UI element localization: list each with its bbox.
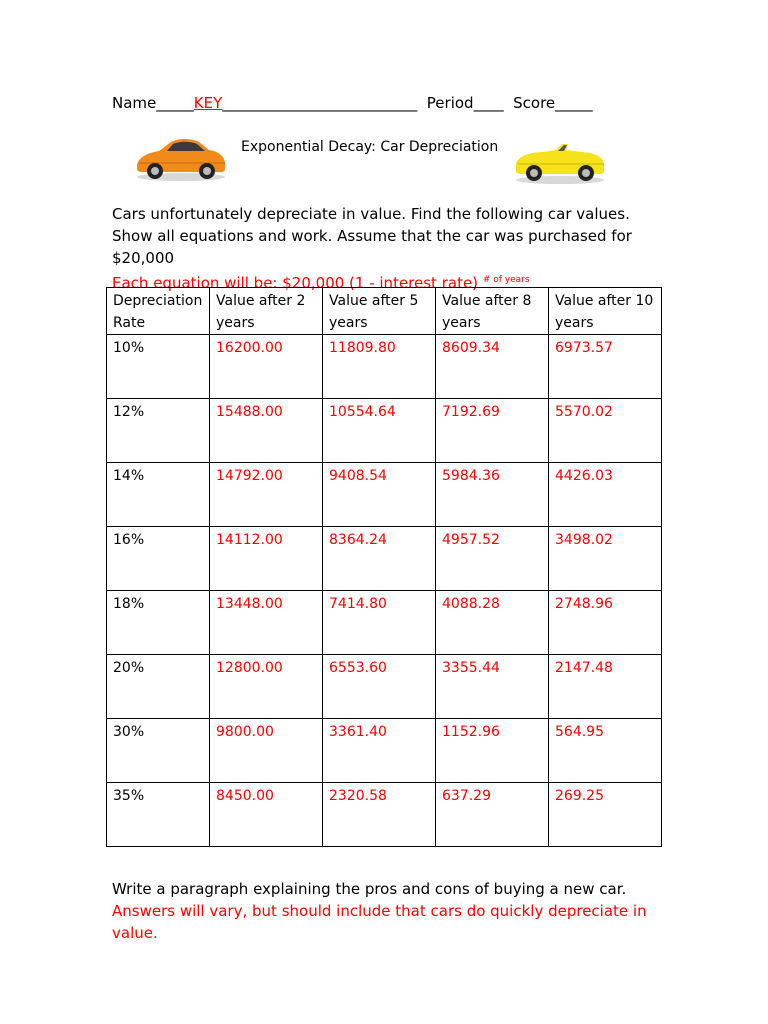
yellow-convertible-car-icon <box>512 134 608 186</box>
value-cell: 10554.64 <box>323 399 436 463</box>
value-cell: 11809.80 <box>323 335 436 399</box>
value-cell: 3355.44 <box>436 655 549 719</box>
table-header-row <box>107 288 662 335</box>
column-header: Depreciation Rate <box>107 288 210 335</box>
value-cell: 4426.03 <box>549 463 662 527</box>
value-cell: 4957.52 <box>436 527 549 591</box>
rate-cell: 20% <box>107 655 210 719</box>
worksheet-title: Exponential Decay: Car Depreciation <box>241 139 499 155</box>
value-cell: 13448.00 <box>210 591 323 655</box>
value-cell: 9800.00 <box>210 719 323 783</box>
value-cell: 14112.00 <box>210 527 323 591</box>
depreciation-table <box>106 287 662 847</box>
conclusion-answer: Answers will vary, but should include that cars do quickly depreciate in value. <box>112 902 647 942</box>
table-row <box>107 527 662 591</box>
value-cell: 2748.96 <box>549 591 662 655</box>
value-cell: 8450.00 <box>210 783 323 847</box>
value-cell: 6553.60 <box>323 655 436 719</box>
column-header: Value after 10 years <box>549 288 662 335</box>
orange-sports-car-icon <box>133 133 229 183</box>
value-cell: 7414.80 <box>323 591 436 655</box>
instructions-text: Cars unfortunately depreciate in value. Find the following car values. Show all equations and work. Assume that the car was purchased for $20,000 <box>112 205 632 267</box>
column-header: Value after 8 years <box>436 288 549 335</box>
value-cell: 1152.96 <box>436 719 549 783</box>
value-cell: 637.29 <box>436 783 549 847</box>
name-blank: __________________________ <box>222 94 418 112</box>
column-header: Value after 5 years <box>323 288 436 335</box>
equation-exponent: # of years <box>482 275 530 285</box>
value-cell: 3498.02 <box>549 527 662 591</box>
value-cell: 5570.02 <box>549 399 662 463</box>
table-row <box>107 783 662 847</box>
table-body <box>107 335 662 847</box>
rate-cell: 10% <box>107 335 210 399</box>
table-row <box>107 399 662 463</box>
rate-cell: 30% <box>107 719 210 783</box>
value-cell: 5984.36 <box>436 463 549 527</box>
value-cell: 2147.48 <box>549 655 662 719</box>
conclusion-question: Write a paragraph explaining the pros and cons of buying a new car. <box>112 880 627 898</box>
value-cell: 12800.00 <box>210 655 323 719</box>
score-label: Score_____ <box>513 94 593 112</box>
value-cell: 8609.34 <box>436 335 549 399</box>
value-cell: 3361.40 <box>323 719 436 783</box>
table-row <box>107 719 662 783</box>
value-cell: 4088.28 <box>436 591 549 655</box>
value-cell: 16200.00 <box>210 335 323 399</box>
equation-text: Each equation will be: $20,000 (1 - interest rate) <box>112 274 479 292</box>
rate-cell: 18% <box>107 591 210 655</box>
value-cell: 269.25 <box>549 783 662 847</box>
table-row <box>107 335 662 399</box>
name-value: KEY <box>193 94 223 112</box>
value-cell: 9408.54 <box>323 463 436 527</box>
table-row <box>107 591 662 655</box>
rate-cell: 16% <box>107 527 210 591</box>
rate-cell: 14% <box>107 463 210 527</box>
instructions <box>112 203 672 294</box>
value-cell: 15488.00 <box>210 399 323 463</box>
period-label: Period____ <box>426 94 504 112</box>
header-line <box>112 94 593 112</box>
value-cell: 564.95 <box>549 719 662 783</box>
value-cell: 8364.24 <box>323 527 436 591</box>
name-label: Name_____ <box>112 94 194 112</box>
table-row <box>107 463 662 527</box>
column-header: Value after 2 years <box>210 288 323 335</box>
rate-cell: 12% <box>107 399 210 463</box>
value-cell: 7192.69 <box>436 399 549 463</box>
value-cell: 2320.58 <box>323 783 436 847</box>
value-cell: 6973.57 <box>549 335 662 399</box>
conclusion-prompt <box>112 878 672 944</box>
rate-cell: 35% <box>107 783 210 847</box>
table-row <box>107 655 662 719</box>
value-cell: 14792.00 <box>210 463 323 527</box>
